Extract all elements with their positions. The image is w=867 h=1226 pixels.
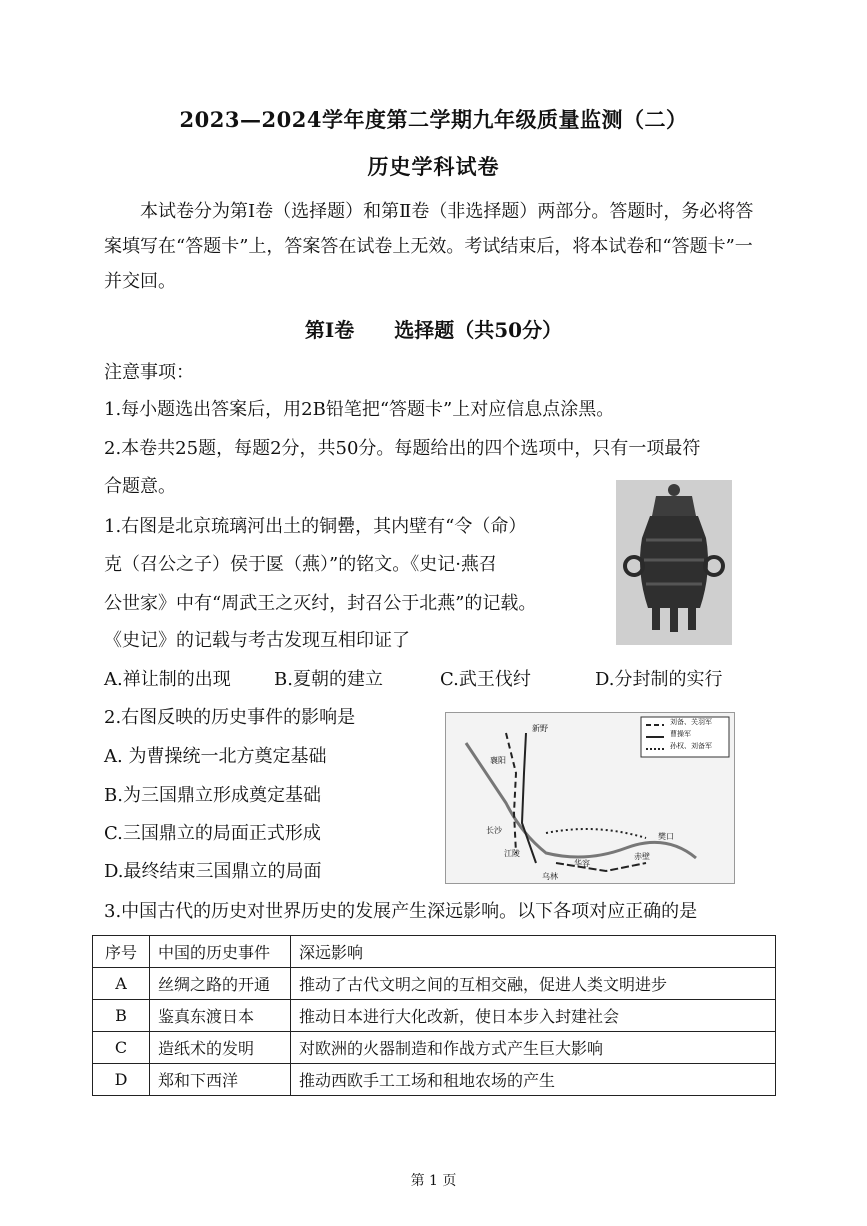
map-legend-1: 刘备、关羽军 [670,718,712,726]
notes-item-1: 1.每小题选出答案后，用2B铅笔把“答题卡”上对应信息点涂黑。 [104,399,615,420]
table-cell: A [93,968,150,1000]
notes-item-2: 2.本卷共25题，每题2分，共50分。每题给出的四个选项中，只有一项最符 [104,438,701,459]
q1-stem-line-4: 《史记》的记载与考古发现互相印证了 [104,630,410,651]
notes-heading: 注意事项： [104,362,194,383]
intro-paragraph: 本试卷分为第Ⅰ卷（选择题）和第Ⅱ卷（非选择题）两部分。答题时，务必将答案填写在“答题卡”上，答案答在试卷上无效。考试结束后，将本试卷和“答题卡”一并交回。 [104,201,754,292]
q1-option-b: B.夏朝的建立 [274,669,383,690]
q2-stem: 2.右图反映的历史事件的影响是 [104,707,356,728]
table-row [93,968,776,1000]
table-header-cell: 序号 [93,936,150,968]
q2-option-d: D.最终结束三国鼎立的局面 [104,861,322,882]
q1-option-c: C.武王伐纣 [440,669,531,690]
section-part: 第Ⅰ卷 [304,318,355,342]
q2-option-a: A. 为曹操统一北方奠定基础 [104,746,327,767]
table-cell: 造纸术的发明 [150,1032,291,1064]
map-place-wulin: 乌林 [542,872,558,881]
table-cell: 对欧洲的火器制造和作战方式产生巨大影响 [291,1032,776,1064]
bronze-lei-image [616,480,732,645]
q1-stem-line-1: 1.右图是北京琉璃河出土的铜罍，其内壁有“令（命） [104,516,527,537]
q1-option-a: A.禅让制的出现 [104,669,231,690]
map-place-changsha: 长沙 [486,826,502,835]
section-title: 选择题（共50分） [394,318,563,342]
map-place-xinye: 新野 [532,724,548,733]
q2-option-b: B.为三国鼎立形成奠定基础 [104,785,321,806]
map-place-fankou: 樊口 [658,832,674,841]
table-cell: 推动了古代文明之间的互相交融，促进人类文明进步 [291,968,776,1000]
q3-stem: 3.中国古代的历史对世界历史的发展产生深远影响。以下各项对应正确的是 [104,901,698,922]
q3-table [92,935,776,1096]
exam-subtitle: 历史学科试卷 [367,154,500,179]
q1-stem-line-2: 克（召公之子）侯于匽（燕）”的铭文。《史记·燕召 [104,554,497,575]
exam-title: 2023—2024学年度第二学期九年级质量监测（二） [179,107,688,132]
table-cell: B [93,1000,150,1032]
table-row [93,1000,776,1032]
table-cell: 郑和下西洋 [150,1064,291,1096]
bronze-vessel-icon [616,480,732,645]
table-header-row [93,936,776,968]
table-row [93,1032,776,1064]
table-cell: D [93,1064,150,1096]
q1-option-d: D.分封制的实行 [595,669,723,690]
map-place-huarong: 华容 [574,859,590,868]
table-cell: 丝绸之路的开通 [150,968,291,1000]
section-heading [0,314,867,343]
table-cell: 推动西欧手工工场和租地农场的产生 [291,1064,776,1096]
table-cell: 鉴真东渡日本 [150,1000,291,1032]
table-row [93,1064,776,1096]
page-number: 第 1 页 [410,1173,457,1189]
q1-stem-line-3: 公世家》中有“周武王之灭纣，封召公于北燕”的记载。 [104,593,537,614]
notes-item-2-cont: 合题意。 [104,476,176,497]
map-place-xiangyang: 襄阳 [490,756,506,765]
table-cell: 推动日本进行大化改新，使日本步入封建社会 [291,1000,776,1032]
map-legend-3: 孙权、刘备军 [670,742,712,750]
table-cell: C [93,1032,150,1064]
table-header-cell: 深远影响 [291,936,776,968]
table-header-cell: 中国的历史事件 [150,936,291,968]
map-place-chibi: 赤壁 [634,852,650,861]
battle-of-chibi-map [445,712,735,884]
map-legend-2: 曹操军 [670,730,691,738]
map-place-jiangling: 江陵 [504,849,520,858]
q2-option-c: C.三国鼎立的局面正式形成 [104,823,321,844]
